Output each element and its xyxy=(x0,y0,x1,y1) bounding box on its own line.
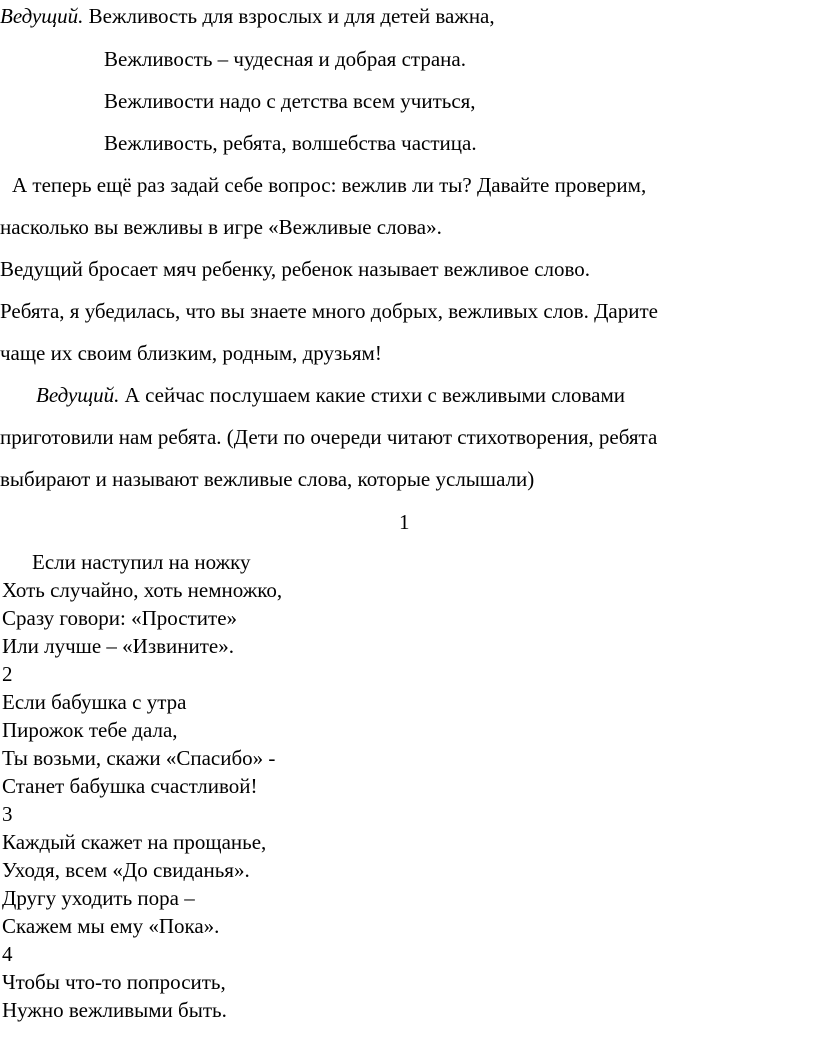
verse-line: Вежливости надо с детства всем учиться, xyxy=(104,89,476,113)
poem-line: Пирожок тебе дала, xyxy=(2,718,178,742)
poem-line: Другу уходить пора – xyxy=(2,886,195,910)
presenter-line-1 xyxy=(36,385,625,406)
poem-number: 1 xyxy=(399,510,410,534)
paragraph-line: насколько вы вежливы в игре «Вежливые слова». xyxy=(0,215,442,239)
verse-line: Вежливость для взрослых и для детей важна, xyxy=(88,4,495,28)
paragraph-line: Ребята, я убедилась, что вы знаете много добрых, вежливых слов. Дарите xyxy=(0,299,658,323)
paragraph-line: А теперь ещё раз задай себе вопрос: вежлив ли ты? Давайте проверим, xyxy=(12,173,647,197)
poem-line: Сразу говори: «Простите» xyxy=(2,606,238,630)
poem-line: Если наступил на ножку xyxy=(32,550,251,574)
verse-line: Вежливость, ребята, волшебства частица. xyxy=(104,131,477,155)
paragraph-text: А сейчас послушаем какие стихи с вежливыми словами xyxy=(124,383,626,407)
speaker-label: Ведущий. xyxy=(0,4,84,28)
poem-number: 4 xyxy=(2,942,13,966)
poem-line: Нужно вежливыми быть. xyxy=(2,998,227,1022)
poem-line: Хоть случайно, хоть немножко, xyxy=(2,578,283,602)
verse-line: Вежливость – чудесная и добрая страна. xyxy=(104,47,466,71)
poem-line: Если бабушка с утра xyxy=(2,690,187,714)
speaker-label: Ведущий. xyxy=(36,383,120,407)
poem-line: Каждый скажет на прощанье, xyxy=(2,830,267,854)
poem-line: Или лучше – «Извините». xyxy=(2,634,235,658)
intro-line-1 xyxy=(0,6,495,27)
paragraph-line: чаще их своим близким, родным, друзьям! xyxy=(0,341,382,365)
paragraph-line: приготовили нам ребята. (Дети по очереди читают стихотворения, ребята xyxy=(0,425,658,449)
poem-number: 3 xyxy=(2,802,13,826)
paragraph-line: выбирают и называют вежливые слова, которые услышали) xyxy=(0,467,535,491)
poem-line: Ты возьми, скажи «Спасибо» - xyxy=(2,746,276,770)
poem-line: Станет бабушка счастливой! xyxy=(2,774,258,798)
poem-line: Чтобы что-то попросить, xyxy=(2,970,226,994)
paragraph-line: Ведущий бросает мяч ребенку, ребенок называет вежливое слово. xyxy=(0,257,591,281)
poem-number: 2 xyxy=(2,662,13,686)
poem-line: Скажем мы ему «Пока». xyxy=(2,914,220,938)
poem-line: Уходя, всем «До свиданья». xyxy=(2,858,250,882)
